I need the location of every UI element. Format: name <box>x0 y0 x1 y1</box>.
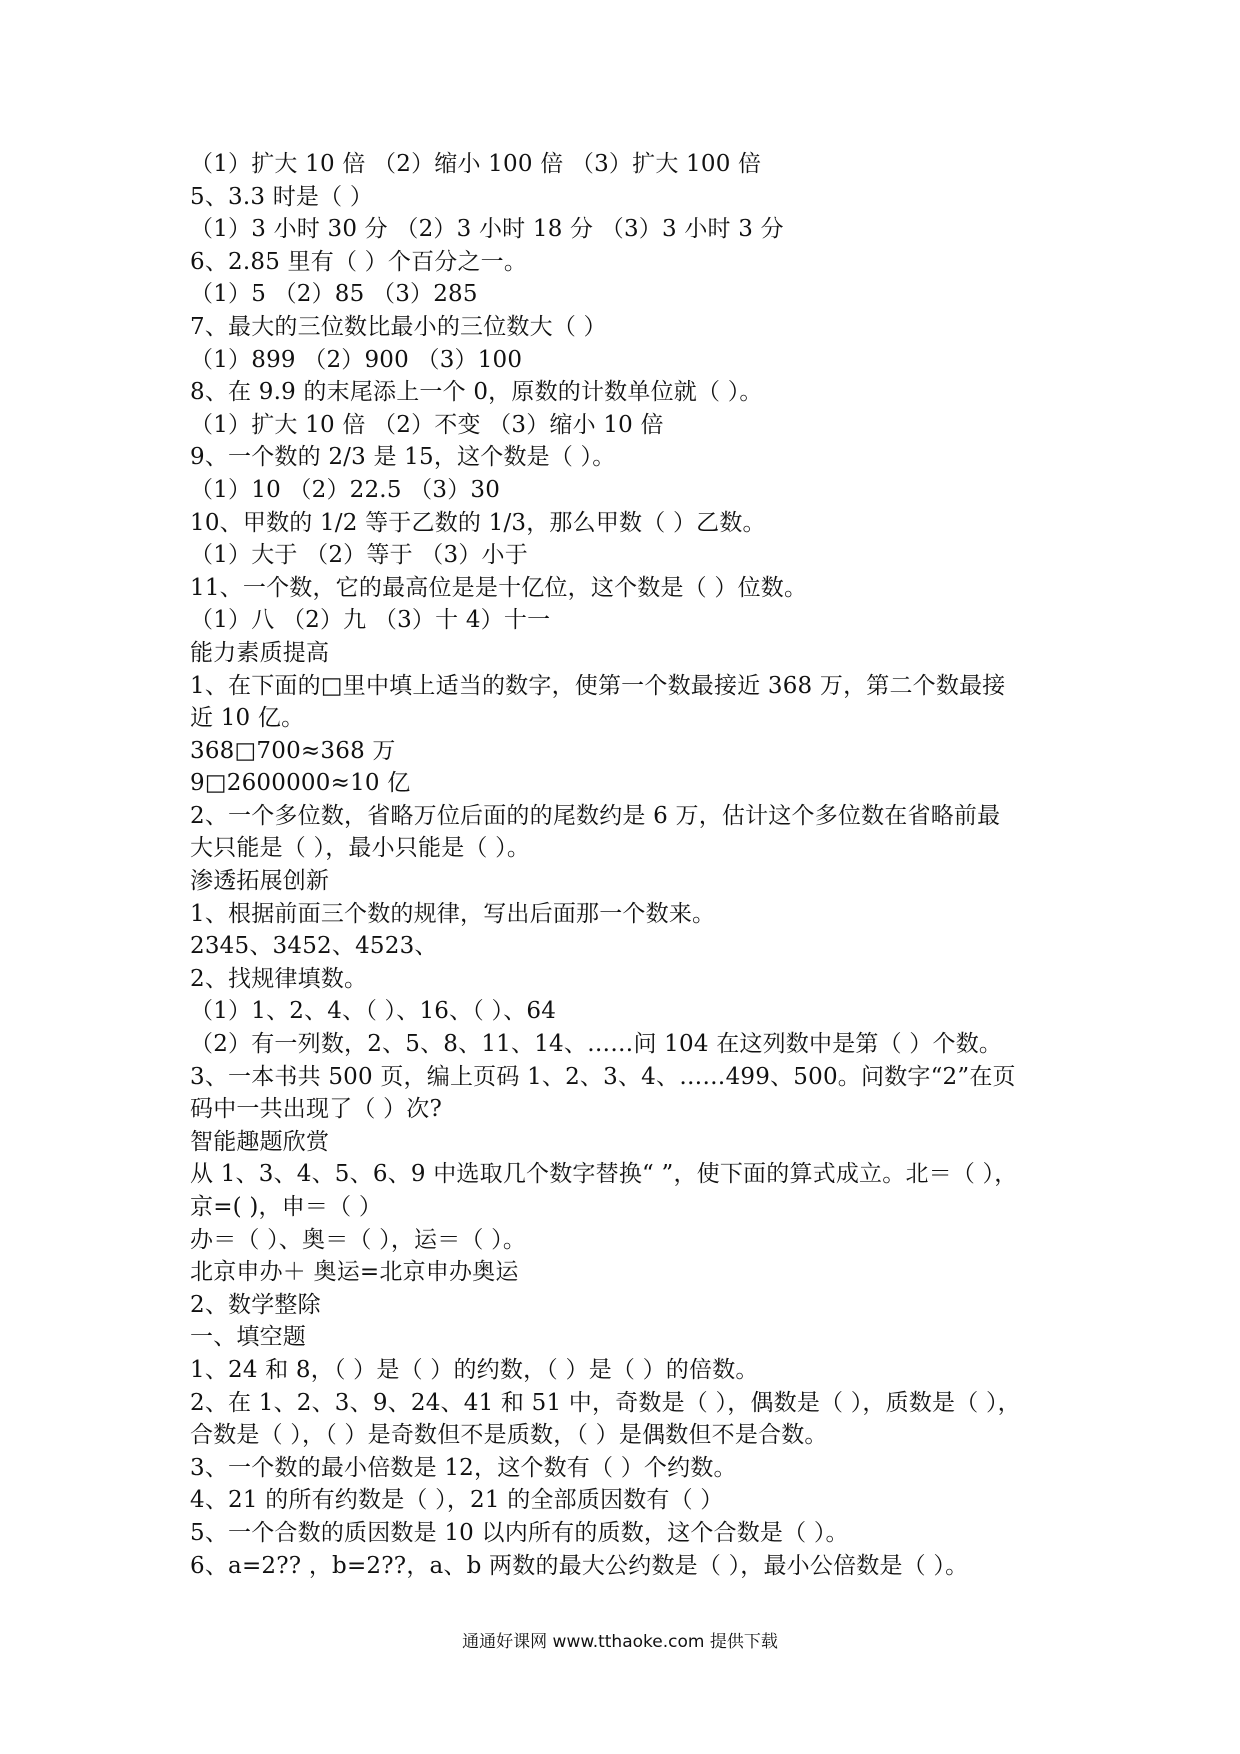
text-line: 办＝（ ）、奥＝（ ），运＝（ ）。 <box>190 1226 527 1253</box>
text-line: 2、找规律填数。 <box>190 965 368 992</box>
text-line: 北京申办＋ 奥运=北京申办奥运 <box>190 1259 519 1286</box>
text-line: （1）5 （2）85 （3）285 <box>190 281 478 308</box>
text-line: 9□2600000≈10 亿 <box>190 770 411 797</box>
text-line: 2、一个多位数，省略万位后面的的尾数约是 6 万，估计这个多位数在省略前最 <box>190 802 1001 829</box>
text-line: 4、21 的所有约数是（ ），21 的全部质因数有（ ） <box>190 1487 724 1514</box>
text-line: （1）八 （2）九 （3）十 4）十一 <box>190 607 551 634</box>
text-line: 368□700≈368 万 <box>190 737 396 764</box>
text-line: （1）扩大 10 倍 （2）不变 （3）缩小 10 倍 <box>190 411 664 438</box>
text-line: （1）899 （2）900 （3）100 <box>190 346 523 373</box>
text-line: （1）1、2、4、（ ）、16、（ ）、64 <box>190 998 557 1025</box>
text-line: （1）扩大 10 倍 （2）缩小 100 倍 （3）扩大 100 倍 <box>190 151 762 177</box>
document-body <box>190 148 1070 1582</box>
text-line: （1）3 小时 30 分 （2）3 小时 18 分 （3）3 小时 3 分 <box>190 216 784 243</box>
section-heading: 2、数学整除 <box>190 1291 321 1318</box>
question-10: 10、甲数的 1/2 等于乙数的 1/3，那么甲数（ ）乙数。 <box>190 509 766 536</box>
text-line: 3、一个数的最小倍数是 12，这个数有（ ）个约数。 <box>190 1454 737 1481</box>
page-footer: 通通好课网 www.tthaoke.com 提供下载 <box>462 1632 778 1652</box>
text-line: 2、在 1、2、3、9、24、41 和 51 中，奇数是（ ），偶数是（ ），质数是（ ）， <box>190 1389 1021 1416</box>
question-7: 7、最大的三位数比最小的三位数大（ ） <box>190 313 607 340</box>
question-6: 6、2.85 里有（ ）个百分之一。 <box>190 248 528 275</box>
text-line: 京=( )，申＝（ ） <box>190 1194 383 1220</box>
question-9: 9、一个数的 2/3 是 15，这个数是（ ）。 <box>190 444 616 471</box>
section-heading: 能力素质提高 <box>190 639 330 666</box>
text-line: 1、根据前面三个数的规律，写出后面那一个数来。 <box>190 900 716 927</box>
text-line: 近 10 亿。 <box>190 705 305 732</box>
text-line: 码中一共出现了（ ）次? <box>190 1096 443 1123</box>
text-line: 6、a=2?? ，b=2??，a、b 两数的最大公约数是（ ），最小公倍数是（ ）。 <box>190 1552 969 1579</box>
question-11: 11、一个数，它的最高位是是十亿位，这个数是（ ）位数。 <box>190 574 808 601</box>
text-line: （1）大于 （2）等于 （3）小于 <box>190 542 528 569</box>
section-heading: 智能趣题欣赏 <box>190 1128 330 1155</box>
text-line: （2）有一列数，2、5、8、11、14、……问 104 在这列数中是第（ ）个数。 <box>190 1031 1003 1058</box>
text-line: 从 1、3、4、5、6、9 中选取几个数字替换“ ”，使下面的算式成立。北＝（ ）， <box>190 1161 1018 1188</box>
section-heading: 渗透拓展创新 <box>190 868 330 895</box>
text-line: 1、24 和 8，（ ）是（ ）的约数，（ ）是（ ）的倍数。 <box>190 1356 759 1383</box>
text-line: 5、一个合数的质因数是 10 以内所有的质数，这个合数是（ ）。 <box>190 1519 849 1546</box>
section-heading: 一、填空题 <box>190 1324 306 1351</box>
text-line: 3、一本书共 500 页，编上页码 1、2、3、4、……499、500。问数字“2”在页 <box>190 1063 1016 1090</box>
text-line: 大只能是（ ），最小只能是（ ）。 <box>190 835 531 862</box>
text-line: 1、在下面的□里中填上适当的数字，使第一个数最接近 368 万，第二个数最接 <box>190 672 1006 699</box>
text-line: （1）10 （2）22.5 （3）30 <box>190 476 501 503</box>
question-8: 8、在 9.9 的末尾添上一个 0，原数的计数单位就（ ）。 <box>190 379 763 406</box>
text-line: 2345、3452、4523、 <box>190 933 438 960</box>
question-5: 5、3.3 时是（ ） <box>190 183 374 210</box>
text-line: 合数是（ ），（ ）是奇数但不是质数，（ ）是偶数但不是合数。 <box>190 1422 828 1449</box>
